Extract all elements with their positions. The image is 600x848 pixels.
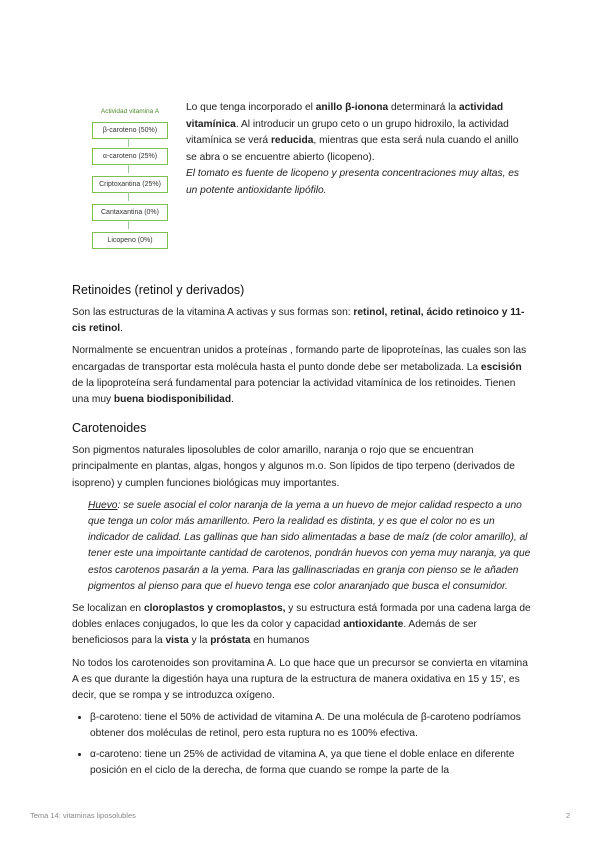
egg-note: Huevo: se suele asocial el color naranja de la yema a un huevo de mejor calidad respecto a uno que tenga un color más amarillento. Pero la realidad es distinta, y es que el color no es un indicador de calidad. Las gallinas que han sido alimentadas a base de maíz (de color amarillo), al tener este una impoirtante cantidad de carotenos, pondrán huevos con yema muy naranja, ya que estos carotenos pasarán a la yema. Para las gallinascriadas en granja con pienso se le añaden pigmentos al pienso para que el huevo tenga ese color anaranjado que busca el consumidor. xyxy=(88,499,531,592)
retinoides-paragraph-1: Son las estructuras de la vitamina A activas y sus formas son: retinol, retinal, ácido retinoico y 11-cis retinol. xyxy=(72,307,525,335)
diagram-connector xyxy=(128,192,129,201)
page-number: 2 xyxy=(566,811,571,820)
intro-text xyxy=(186,100,531,199)
main-content xyxy=(72,282,532,783)
vitamin-a-activity-diagram xyxy=(90,108,170,250)
carotene-list xyxy=(72,710,532,779)
diagram-item: α-caroteno (25%) xyxy=(92,148,168,165)
diagram-connector xyxy=(128,138,129,147)
carotenoides-paragraph-1: Son pigmentos naturales liposolubles de color amarillo, naranja o rojo que se encuentran principalmente en plantas, algas, hongos y algunos m.o. Son lípidos de tipo terpeno (derivados de isopreno) y cumplen funciones biológicas muy importantes. xyxy=(72,445,515,489)
carotenoides-paragraph-3: No todos los carotenoides son provitamina A. Lo que hace que un precursor se convierta en vitamina A es que durante la digestión haya una ruptura de la estructura de manera oxidativa en 15 y 15', es decir, que se rompa y se introduzca oxígeno. xyxy=(72,657,528,702)
diagram-item: β-caroteno (50%) xyxy=(92,122,168,139)
retinoides-paragraph-2: Normalmente se encuentran unidos a proteínas , formando parte de lipoproteínas, las cuales son las encargadas de transportar esta molécula hasta el punto donde debe ser metabolizada. La escisión de la lipoproteína será fundamental para potenciar la actividad vitamínica de los retinoides. Tienen una muy buena biodisponibilidad. xyxy=(72,345,527,406)
diagram-connector xyxy=(128,164,129,173)
list-item: • α-caroteno: tiene un 25% de actividad de vitamina A, ya que tiene el doble enlace en diferente posición en el ciclo de la derecha, de forma que cuando se rompe la parte de la xyxy=(90,747,532,779)
carotenoides-paragraph-2: Se localizan en cloroplastos y cromoplastos, y su estructura está formada por una cadena larga de dobles enlaces conjugados, lo que les da color y capacidad antioxidante. Además de ser beneficiosos para la vista y la próstata en humanos xyxy=(72,603,531,647)
diagram-item: Criptoxantina (25%) xyxy=(92,176,168,193)
list-item: • β-caroteno: tiene el 50% de actividad de vitamina A. De una molécula de β-caroteno podríamos obtener dos moléculas de retinol, pero esta ruptura no es 100% efectiva. xyxy=(90,710,532,742)
diagram-title: Actividad vitamina A xyxy=(100,108,160,115)
carotenoides-heading: Carotenoides xyxy=(72,421,147,436)
diagram-item: Licopeno (0%) xyxy=(92,232,168,249)
footer-title: Tema 14: vitaminas liposolubles xyxy=(30,811,136,820)
retinoides-heading: Retinoides (retinol y derivados) xyxy=(72,283,245,297)
intro-paragraph: Lo que tenga incorporado el anillo β-ionona determinará la actividad vitamínica. Al introducir un grupo ceto o un grupo hidroxilo, la actividad vitamínica se verá reducida, mientras que esta será nula cuando el anillo se abra o se encuentre abierto (licopeno). xyxy=(186,102,519,163)
diagram-item: Cantaxantina (0%) xyxy=(92,204,168,221)
diagram-connector xyxy=(128,220,129,229)
tomato-note: El tomato es fuente de licopeno y presenta concentraciones muy altas, es un potente antioxidante lipófilo. xyxy=(186,168,519,196)
